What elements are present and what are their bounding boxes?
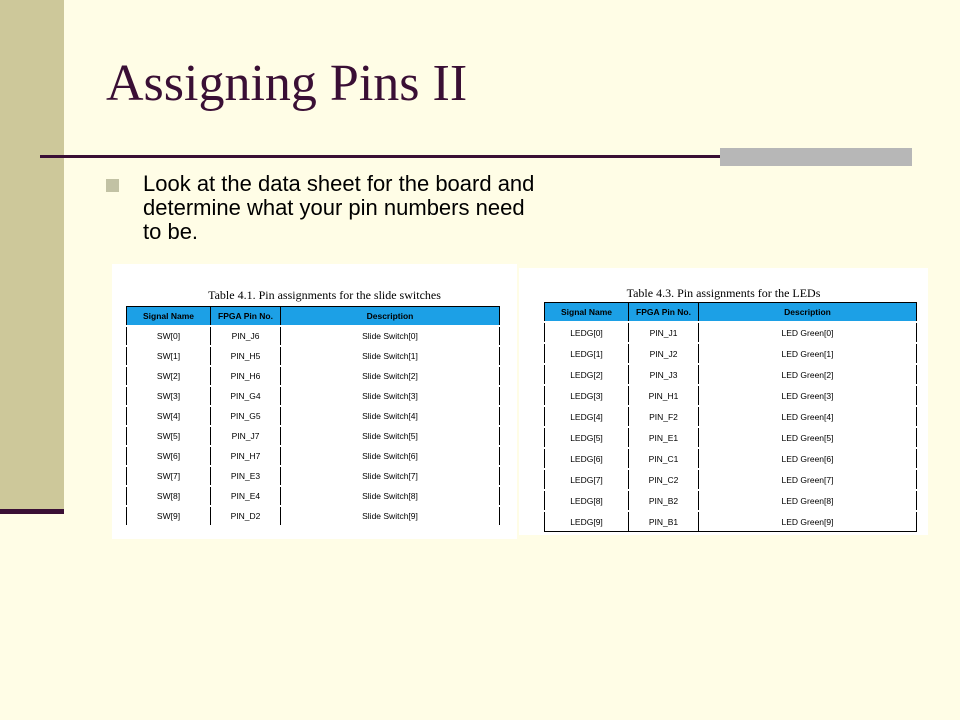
description-cell: Slide Switch[9] bbox=[281, 506, 500, 525]
signal-name-cell: LEDG[4] bbox=[545, 406, 629, 427]
pin-cell: PIN_J6 bbox=[211, 326, 281, 346]
pin-cell: PIN_H6 bbox=[211, 366, 281, 386]
signal-name-cell: SW[6] bbox=[127, 446, 211, 466]
pin-cell: PIN_J2 bbox=[629, 343, 699, 364]
pin-cell: PIN_J1 bbox=[629, 322, 699, 343]
signal-name-cell: LEDG[9] bbox=[545, 511, 629, 532]
bullet-icon bbox=[106, 179, 119, 192]
table-row bbox=[127, 386, 500, 406]
title-rule-accent bbox=[720, 148, 912, 166]
table-row bbox=[545, 469, 917, 490]
table-row bbox=[545, 490, 917, 511]
column-header: Description bbox=[281, 307, 500, 327]
signal-name-cell: SW[4] bbox=[127, 406, 211, 426]
signal-name-cell: SW[2] bbox=[127, 366, 211, 386]
signal-name-cell: SW[1] bbox=[127, 346, 211, 366]
pin-cell: PIN_J7 bbox=[211, 426, 281, 446]
pin-cell: PIN_B2 bbox=[629, 490, 699, 511]
column-header: Signal Name bbox=[127, 307, 211, 327]
slide-switch-table bbox=[126, 306, 500, 525]
description-cell: LED Green[1] bbox=[699, 343, 917, 364]
table-row bbox=[127, 486, 500, 506]
table-row bbox=[127, 406, 500, 426]
table-row bbox=[127, 366, 500, 386]
table-row bbox=[545, 511, 917, 532]
signal-name-cell: LEDG[6] bbox=[545, 448, 629, 469]
description-cell: LED Green[2] bbox=[699, 364, 917, 385]
slide-title: Assigning Pins II bbox=[106, 55, 468, 112]
description-cell: LED Green[0] bbox=[699, 322, 917, 343]
table-header-row bbox=[545, 303, 917, 323]
table-row bbox=[545, 406, 917, 427]
signal-name-cell: SW[7] bbox=[127, 466, 211, 486]
pin-cell: PIN_B1 bbox=[629, 511, 699, 532]
pin-cell: PIN_H5 bbox=[211, 346, 281, 366]
table-row bbox=[545, 448, 917, 469]
pin-cell: PIN_E4 bbox=[211, 486, 281, 506]
signal-name-cell: LEDG[5] bbox=[545, 427, 629, 448]
pin-cell: PIN_E3 bbox=[211, 466, 281, 486]
signal-name-cell: LEDG[2] bbox=[545, 364, 629, 385]
left-band-underline bbox=[0, 509, 64, 514]
description-cell: LED Green[3] bbox=[699, 385, 917, 406]
signal-name-cell: SW[9] bbox=[127, 506, 211, 525]
column-header: FPGA Pin No. bbox=[629, 303, 699, 323]
pin-cell: PIN_F2 bbox=[629, 406, 699, 427]
column-header: FPGA Pin No. bbox=[211, 307, 281, 327]
pin-cell: PIN_G4 bbox=[211, 386, 281, 406]
description-cell: Slide Switch[7] bbox=[281, 466, 500, 486]
table-caption: Table 4.1. Pin assignments for the slide switches bbox=[208, 288, 441, 302]
table-row bbox=[545, 364, 917, 385]
signal-name-cell: SW[5] bbox=[127, 426, 211, 446]
table-row bbox=[545, 427, 917, 448]
table-row bbox=[127, 346, 500, 366]
table-row bbox=[127, 506, 500, 525]
description-cell: LED Green[6] bbox=[699, 448, 917, 469]
column-header: Description bbox=[699, 303, 917, 323]
description-cell: LED Green[8] bbox=[699, 490, 917, 511]
description-cell: Slide Switch[6] bbox=[281, 446, 500, 466]
pin-cell: PIN_G5 bbox=[211, 406, 281, 426]
description-cell: LED Green[9] bbox=[699, 511, 917, 532]
left-decorative-band bbox=[0, 0, 64, 511]
slide-switch-table-image bbox=[112, 264, 517, 539]
description-cell: Slide Switch[3] bbox=[281, 386, 500, 406]
table-row bbox=[127, 466, 500, 486]
pin-cell: PIN_H7 bbox=[211, 446, 281, 466]
signal-name-cell: SW[8] bbox=[127, 486, 211, 506]
description-cell: LED Green[5] bbox=[699, 427, 917, 448]
description-cell: Slide Switch[0] bbox=[281, 326, 500, 346]
description-cell: Slide Switch[1] bbox=[281, 346, 500, 366]
table-row bbox=[127, 446, 500, 466]
signal-name-cell: LEDG[1] bbox=[545, 343, 629, 364]
pin-cell: PIN_H1 bbox=[629, 385, 699, 406]
pin-cell: PIN_J3 bbox=[629, 364, 699, 385]
signal-name-cell: SW[3] bbox=[127, 386, 211, 406]
led-table bbox=[544, 302, 917, 532]
table-header-row bbox=[127, 307, 500, 327]
pin-cell: PIN_C1 bbox=[629, 448, 699, 469]
pin-cell: PIN_C2 bbox=[629, 469, 699, 490]
table-row bbox=[545, 385, 917, 406]
description-cell: LED Green[4] bbox=[699, 406, 917, 427]
description-cell: Slide Switch[5] bbox=[281, 426, 500, 446]
table-caption: Table 4.3. Pin assignments for the LEDs bbox=[626, 286, 821, 300]
description-cell: Slide Switch[4] bbox=[281, 406, 500, 426]
table-row bbox=[127, 426, 500, 446]
signal-name-cell: LEDG[0] bbox=[545, 322, 629, 343]
table-row bbox=[545, 343, 917, 364]
pin-cell: PIN_D2 bbox=[211, 506, 281, 525]
signal-name-cell: LEDG[8] bbox=[545, 490, 629, 511]
description-cell: LED Green[7] bbox=[699, 469, 917, 490]
description-cell: Slide Switch[2] bbox=[281, 366, 500, 386]
description-cell: Slide Switch[8] bbox=[281, 486, 500, 506]
column-header: Signal Name bbox=[545, 303, 629, 323]
signal-name-cell: LEDG[3] bbox=[545, 385, 629, 406]
signal-name-cell: LEDG[7] bbox=[545, 469, 629, 490]
signal-name-cell: SW[0] bbox=[127, 326, 211, 346]
pin-cell: PIN_E1 bbox=[629, 427, 699, 448]
bullet-text: Look at the data sheet for the board and determine what your pin numbers need to be. bbox=[143, 171, 535, 244]
table-row bbox=[127, 326, 500, 346]
led-table-image bbox=[519, 268, 928, 535]
table-row bbox=[545, 322, 917, 343]
